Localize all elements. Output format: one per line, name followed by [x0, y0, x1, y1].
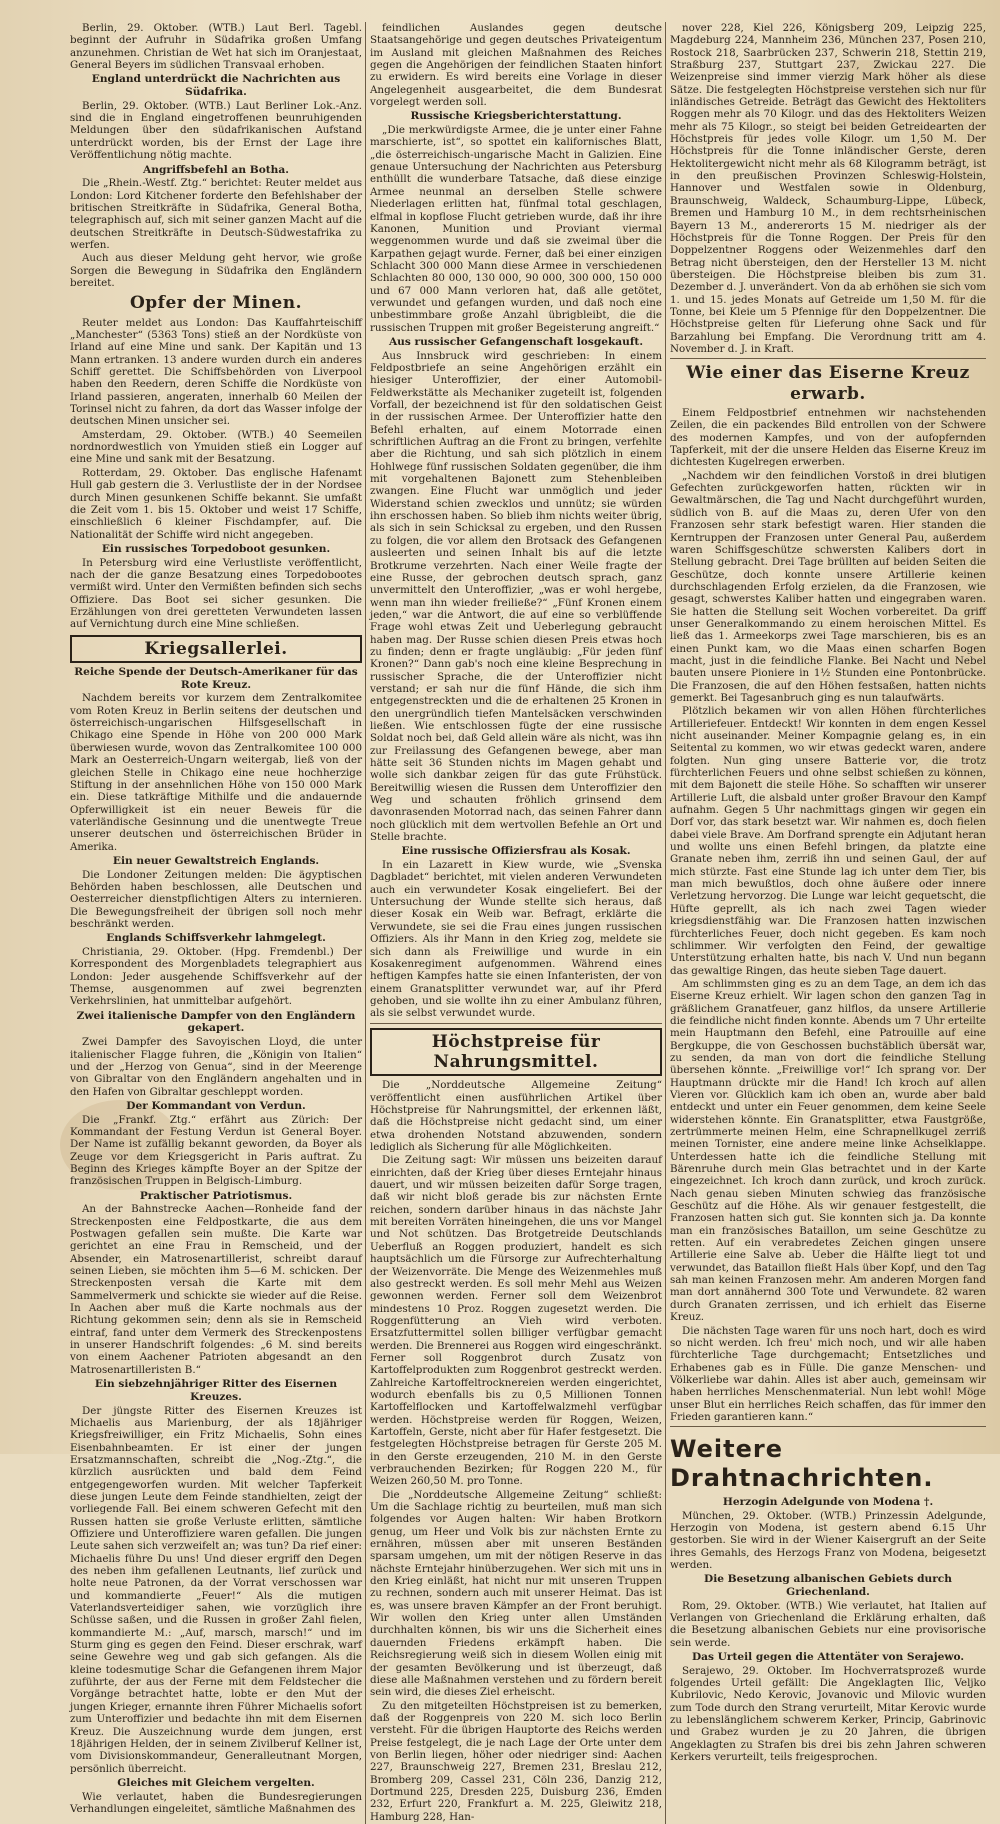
subheading: Ein siebzehnjähriger Ritter des Eisernen Kreuzes. [94, 1378, 338, 1403]
paragraph: Nachdem bereits vor kurzem dem Zentralkomitee vom Roten Kreuz in Berlin seitens der deutschen und österreichisch-ungarischen Hilfsgesellschaft in Chikago eine Spende in Höhe von 200 000 Mark überwiesen wurde, wovon das Zentralkomitee 100 000 Mark an Oesterreich-Ungarn weitergab, ließ von der gleichen Stelle in Chikago eine neue hochherzige Stiftung in der ansehnlichen Höhe von 150 000 Mark ein. Diese tatkräftige Mithilfe und die andauernde Opferwilligkeit ist ein neuer Beweis für die vaterländische Gesinnung und die unentwegte Treue unserer deutschen und österreichischen Brüder in Amerika. [70, 692, 362, 853]
paragraph: Amsterdam, 29. Oktober. (WTB.) 40 Seemeilen nordnordwestlich von Ymuiden stieß ein Logger auf eine Mine und sank mit der Besatzung. [70, 428, 362, 466]
paragraph: Serajewo, 29. Oktober. Im Hochverratsprozeß wurde folgendes Urteil gefällt: Die Angeklagten Ilic, Veljko Kubrilovic, Nedo Kerovic, Jovanovic und Milovic wurden zum Tode durch den Strang verurteilt, Mitar Kerovic wurde zu lebenslänglichem schwerem Kerker, Princip, Gabrinovic und Grabez wurden je zu 20 Jahren, die übrigen Angeklagten zu Strafen bis drei bis zehn Jahren schweren Kerkers verurteilt, teils freigesprochen. [670, 1664, 986, 1764]
subheading: Englands Schiffsverkehr lahmgelegt. [106, 932, 326, 945]
paragraph: Die Londoner Zeitungen melden: Die ägyptischen Behörden haben beschlossen, alle Deutschen und Oesterreicher dienstpflichtigen Alters zu internieren. Die Bewegungsfreiheit der übrigen soll noch mehr beschränkt werden. [70, 868, 362, 930]
divider [670, 358, 986, 359]
subheading: Angriffsbefehl an Botha. [143, 163, 289, 176]
paragraph: Berlin, 29. Oktober. (WTB.) Laut Berl. Tagebl. beginnt der Aufruhr in Südafrika großen Umfang anzunehmen. Christian de Wet hat sich im Oranjestaat, General Beyers im südlichen Transvaal erhoben. [70, 22, 362, 72]
column-3 [670, 22, 986, 1824]
subheading: Das Urteil gegen die Attentäter von Serajewo. [691, 1651, 965, 1664]
subheading: Aus russischer Gefangenschaft losgekauft. [388, 335, 644, 348]
divider [670, 1426, 986, 1427]
subheading: Reiche Spende der Deutsch-Amerikaner für das Rote Kreuz. [74, 666, 358, 691]
paragraph: Rom, 29. Oktober. (WTB.) Wie verlautet, hat Italien auf Verlangen von Griechenland die Erklärung erhalten, daß die Besetzung albanischen Gebiets nur eine provisorische sein werde. [670, 1599, 986, 1649]
subheading: Herzogin Adelgunde von Modena †. [722, 1495, 934, 1508]
paragraph: „Nachdem wir den feindlichen Vorstoß in drei blutigen Gefechten zurückgeworfen hatten, rückten wir in Gewaltmärschen, die Tag und Nacht durchgeführt wurden, südlich von B. auf die Maas zu, deren Ufer von den Franzosen sehr stark befestigt waren. Hier standen die Kerntruppen der Franzosen unter General Pau, außerdem waren Schiffsgeschütze schwersten Kalibers dort in Stellung gebracht. Drei Tage brüllten auf beiden Seiten die Geschütze, doch konnte unsere Artillerie keinen durchschlagenden Erfolg erzielen, da die Franzosen, wie gesagt, schwerstes Kaliber hatten und eingegraben waren. Sie hatten die Stellung seit Wochen vorbereitet. Da griff unser Generalkommando zu einem heroischen Mittel. Es ließ das 1. Armeekorps zwei Tage marschieren, bis es an einen Punkt kam, wo die Maas einen scharfen Bogen macht, just in die feindliche Flanke. Bei Nacht und Nebel bauten unsere Pioniere in 1½ Stunden eine Pontonbrücke. Die Franzosen, die auf den Höhen festsaßen, hatten nichts gemerkt. Bei Tagesanbruch ging es nun talaufwärts. [670, 469, 986, 704]
paragraph: An der Bahnstrecke Aachen—Ronheide fand der Streckenposten eine Feldpostkarte, die aus dem Postwagen gefallen sein mußte. Die Karte war gerichtet an eine Frau in Remscheid, und der Absender, ein Matrosenartillerist, schreibt darauf seinen Lieben, sie möchten ihm 5—6 M. schicken. Der Streckenposten versah die Karte mit dem Sammelvermerk und schickte sie wieder auf die Reise. In Aachen aber muß die Karte nochmals aus der Richtung gekommen sein; denn als sie in Remscheid eintraf, fand unter dem Vermerk des Streckenpostens in unserer Handschrift folgendes: „6 M. sind bereits von einem Aachener Patrioten abgesandt an den Matrosenartilleristen B.“ [70, 1203, 362, 1376]
paragraph: Wie verlautet, haben die Bundesregierungen Verhandlungen eingeleitet, sämtliche Maßnahmen des [70, 1790, 362, 1815]
section-title: Kriegsallerlei. [70, 635, 362, 663]
paragraph: feindlichen Auslandes gegen deutsche Staatsangehörige und gegen deutsches Privateigentum im Ausland mit gleichen Maßnahmen des Reiches gegen die Angehörigen der feindlichen Staaten hinfort zu erwidern. Es wird bereits eine Vorlage in dieser Angelegenheit ausgearbeitet, die dem Bundesrat vorgelegt werden soll. [370, 22, 662, 109]
column-1 [70, 22, 362, 1824]
subheading: Zwei italienische Dampfer von den Engländern gekapert. [76, 1009, 356, 1035]
subheading: Der Kommandant von Verdun. [126, 1099, 306, 1112]
columns [70, 22, 986, 1823]
paragraph: Aus Innsbruck wird geschrieben: In einem Feldpostbriefe an seine Angehörigen erzählt ein hiesiger Unteroffizier, der einer Automobil-Feldwerkstätte als Mechaniker zugeteilt ist, folgenden Vorfall, der bezeichnend ist für den soldatischen Geist in der russischen Armee. Der Unteroffizier hatte den Befehl erhalten, auf einem Motorrade einen schriftlichen Auftrag an die Front zu bringen, verfehlte aber die Richtung, und sah sich plötzlich in einem Hohlwege fünf russischen Soldaten gegenüber, die ihm mit vorgehaltenen Bajonett zum Stehenbleiben zwangen. Eine Flucht war unmöglich und jeder Widerstand schien zwecklos und unnütz; sie würden ihn erschossen haben. So blieb ihm nichts weiter übrig, als sich in sein Schicksal zu ergeben, und den Russen zu folgen, die vor allem den Brotsack des Gefangenen ausleerten und seinen Inhalt bis auf die letzte Brotkrume verzehrten. Nach einer Weile fragte der eine Russe, der gebrochen deutsch sprach, ganz unvermittelt den Unteroffizier, „was er wohl hergebe, wenn man ihn wieder freiließe?“ „Fünf Kronen einem jeden,“ war die Antwort, die auf eine so verblüffende Frage wohl etwas Zeit und Ueberlegung gebraucht haben mag. Der Russe schien diesen Preis etwas hoch zu finden; denn er fragte ungläubig: „Für jeden fünf Kronen?“ Dann gab's noch eine kleine Besprechung in russischer Sprache, die der Unteroffizier nicht verstand; er sah nur die fünf Hände, die sich ihm entgegenstreckten und die de erhaltenen 25 Kronen in den unergründlich tiefen Mantelsäcken verschwinden ließen. Wie entschlossen fügte der eine russische Soldat noch bei, daß Geld allein wäre als nicht, was ihn zur Freilassung des Gefangenen bewege, aber man hätte seit 36 Stunden nichts im Magen gehabt und wolle sich dankbar zeigen für das gute Frühstück. Bereitwillig wiesen die Russen dem Unteroffizier den Weg und schauten fröhlich grinsend dem davonrasenden Motorrad nach, das seinen Fahrer dann noch glücklich mit dem wertvollen Befehle an Ort und Stelle brachte. [370, 349, 662, 844]
divider [370, 1023, 662, 1024]
paragraph: Plötzlich bekamen wir von allen Höhen fürchterliches Artilleriefeuer. Entdeckt! Wir konnten in dem engen Kessel nicht auseinander. Meiner Kompagnie gelang es, in ein Seitental zu kommen, wo wir etwas gedeckt waren, andere folgten. Nun ging unsere Batterie vor, die trotz fürchterlichen Feuers und ohne selbst schießen zu können, mit dem Bajonett die steile Höhe. So schafften wir unserer Artillerie Luft, die alsbald unter großer Bravour den Kampf aufnahm. Gegen 5 Uhr nachmittags gingen wir gegen ein Dorf vor, das stark besetzt war. Wir nahmen es, doch fielen dabei viele Brave. Am Dorfrand sprengte ein Adjutant heran und wollte uns einen Befehl bringen, da platzte eine Granate neben ihm, zerriß ihn und seinen Gaul, der auf mich stürzte. Fast eine Stunde lag ich unter dem Tier, bis man mich bewußtlos, doch ohne äußere oder innere Verletzung hervorzog. Die Lunge war leicht gequetscht, die Hüfte geprellt, als ich nach zwei Tagen wieder kriegsdienstfähig war. Die Franzosen hatten inzwischen fürchterliches Feuer, doch nicht gegeben. Es kam noch schlimmer. Wir verfolgten den Feind, der gewaltige Unterstützung erhalten hatte, bis nach V. Und nun begann das gewaltige Ringen, das heute sieben Tage dauert. [670, 705, 986, 977]
subheading: Gleiches mit Gleichem vergelten. [117, 1776, 315, 1789]
section-title: Wie einer das Eiserne Kreuz erwarb. [686, 363, 970, 404]
paragraph: Berlin, 29. Oktober. (WTB.) Laut Berliner Lok.-Anz. sind die in England eingetroffenen beunruhigenden Meldungen über den südafrikanischen Aufstand unterdrückt worden, bis der Ernst der Lage ihre Veröffentlichung nötig machte. [70, 99, 362, 162]
paragraph: Rotterdam, 29. Oktober. Das englische Hafenamt Hull gab gestern die 3. Verlustliste der in der Nordsee durch Minen gesunkenen Schiffe bekannt. Sie umfaßt die Zeit vom 1. bis 15. Oktober und weist 17 Schiffe, einschließlich 6 kleiner Fischdampfer, auf. Die Nationalität der Schiffe wird nicht angegeben. [70, 466, 362, 541]
subheading: Ein russisches Torpedoboot gesunken. [101, 542, 331, 555]
paragraph: Die „Rhein.-Westf. Ztg.“ berichtet: Reuter meldet aus London: Lord Kitchener forderte den Befehlshaber der britischen Streitkräfte in Südafrika, General Botha, telegraphisch auf, sich mit seiner ganzen Macht auf die deutschen Streitkräfte in Deutsch-Südwestafrika zu werfen. [70, 177, 362, 251]
paragraph: Zwei Dampfer des Savoyischen Lloyd, die unter italienischer Flagge fuhren, die „Königin von Italien“ und der „Herzog von Genua“, sind in der Meerenge von Gibraltar von den Engländern angehalten und in den Hafen von Gibraltar geschleppt worden. [70, 1036, 362, 1098]
paragraph: In Petersburg wird eine Verlustliste veröffentlicht, nach der die ganze Besatzung eines Torpedobootes vermißt wird. Unter den Vermißten befinden sich sechs Offiziere. Das Boot sei sicher gesunken. Die Erzählungen von drei geretteten Verwundeten lassen auf Vernichtung durch eine Mine schließen. [70, 556, 362, 631]
section-title: Weitere Drahtnachrichten. [670, 1435, 934, 1493]
paragraph: Die „Norddeutsche Allgemeine Zeitung“ veröffentlicht einen ausführlichen Artikel über Höchstpreise für Nahrungsmittel, der erkennen läßt, daß die Höchstpreise nicht gedacht sind, um einer etwa drohenden Notstand abzuwenden, sondern lediglich als Sicherung für alle Möglichkeiten. [370, 1079, 662, 1154]
section-title: Höchstpreise für Nahrungsmittel. [370, 1028, 662, 1077]
paragraph: München, 29. Oktober. (WTB.) Prinzessin Adelgunde, Herzogin von Modena, ist gestern abend 6.15 Uhr gestorben. Sie wird in der Wiener Kaisergruft an der Seite ihres Gemahls, des Herzogs Franz von Modena, beigesetzt werden. [670, 1509, 986, 1571]
subheading: Die Besetzung albanischen Gebiets durch Griechenland. [704, 1573, 952, 1598]
paragraph: Am schlimmsten ging es zu an dem Tage, an dem ich das Eiserne Kreuz erhielt. Wir lagen schon den ganzen Tag in gräßlichem Granatfeuer, ganz hilflos, da unsere Artillerie die feindliche nicht finden konnte. Abends um 7 Uhr erteilte mein Hauptmann den Befehl, eine Patrouille auf eine Bergkuppe, die von Geschossen buchstäblich übersät war, zu senden, da man von dort die feindliche Stellung übersehen könnte. „Freiwillige vor!“ Ich sprang vor. Der Hauptmann drückte mir die Hand! Ich kroch auf allen Vieren vor. Glücklich kam ich oben an, wurde aber bald entdeckt und unter ein Feuer genommen, dem keine Seele widerstehen könnte. Ein Granatsplitter, etwa Faustgröße, zertrümmerte meinen Helm, eine Schrapnellkugel zerriß meinen Tornister, eine andere meine linke Achselklappe. Unterdessen hatte ich die feindliche Stellung mit Bärenruhe durch mein Glas betrachtet und in der Karte eingezeichnet. Ich kroch dann zurück, und kroch zurück. Nach genau sieben Minuten schwieg das französische Geschütz auf die Höhe. Als wir genauer festgestellt, die Franzosen hatten sich gut. Sie konnten sich ja. Da konnte man ein französisches Bataillon, um seine Geschütze zu retten. Auf ein verabredetes Zeichen gingen unsere Artillerie eine Salve ab. Ueber die Hälfte liegt tot und verwundet, das Bataillon fließt Hals über Kopf, und den Tag sah man keinen Franzosen mehr. Am anderen Morgen fand man dort annähernd 300 Tote und Verwundete. 82 waren durch Granaten zerrissen, und ich erhielt das Eiserne Kreuz. [670, 977, 986, 1324]
paragraph: Reuter meldet aus London: Das Kauffahrteischiff „Manchester“ (5363 Tons) stieß an der Nordküste von Irland auf eine Mine und sank. Der Kapitän und 13 Mann ertranken. 13 andere wurden durch ein anderes Schiff gerettet. Die Schiffsbehörden von Liverpool haben den Reedern, deren Schiffe die Nordküste von Irland passieren, angeraten, innerhalb 60 Meilen der Torinsel nicht zu fahren, da dort das Wasser infolge der deutschen Minen unsicher sei. [70, 316, 362, 428]
paragraph: „Die merkwürdigste Armee, die je unter einer Fahne marschierte, ist“, so spottet ein kalifornisches Blatt, „die österreichisch-ungarische Macht in Galizien. Eine genaue Untersuchung der Nachrichten aus Petersburg enthüllt die wunderbare Tatsache, daß diese einzige Armee neunmal an derselben Stelle schwere Niederlagen erlitten hat, fünfmal total geschlagen, elfmal in kopflose Flucht getrieben wurde, daß ihr ihre Kanonen, Munition und Proviant viermal weggenommen wurde und daß sie zweimal über die Karpathen gejagt wurde. Ferner, daß bei einer einzigen Schlacht 300 000 Mann diese Armee in verschiedenen Schlachten 80 000, 130 000, 90 000, 300 000, 150 000 und 67 000 Mann verloren hat, daß alle getötet, verwundet und gefangen wurden, und daß noch eine unbestimmbare große Anzahl übrigbleibt, die die russischen Truppen mit großer Begeisterung angreift.“ [370, 124, 662, 334]
paragraph: Die nächsten Tage waren für uns noch hart, doch es wird so nicht werden. Ich freu' mich noch, und wir alle haben fürchterliche Tage durchgemacht; Entsetzliches und Erhabenes gab es in Fülle. Die ganze Menschen- und Völkerliebe war dahin. Alles ist aber auch, gemeinsam wir haben herrliches Menschenmaterial. Nun lebt wohl! Möge unser Blut ein herrliches Reich schaffen, das für immer den Frieden garantieren kann.“ [670, 1324, 986, 1423]
paragraph: Der jüngste Ritter des Eisernen Kreuzes ist Michaelis aus Marienburg, der als 18jähriger Kriegsfreiwilliger, ein Fritz Michaelis, Sohn eines Eisenbahnbeamten. Er ist einer der jungen Ersatzmannschaften, schreibt die „Nog.-Ztg.“, die kürzlich ausrückten und bald dem Feind entgegengeworfen wurden. Mit welcher Tapferkeit diese jungen Leute dem Feinde standhielten, zeigt der vorliegende Fall. Bei einem schweren Gefecht mit den Russen hatten sie große Verluste erlitten, sämtliche Offiziere und Unteroffiziere waren gefallen. Die jungen Leute sahen sich verzweifelt an; was tun? Da rief einer: Michaelis führe Du uns! Und dieser ergriff den Degen des neben ihm gefallenen Leutnants, lief zurück und holte neue Patronen, da der Vorrat verschossen war und kommandierte „Feuer!“ Als die mutigen Vaterlandsverteidiger sahen, wie vorzüglich ihre Schüsse saßen, und die Russen in großer Zahl fielen, kommandierte M.: „Auf, marsch, marsch!“ und im Sturm ging es gegen den Feind. Dieser erschrak, warf seine Gewehre weg und gab sich gefangen. Als die kleine todesmutige Schar die Gefangenen ihrem Major zuführte, der aus der Ferne mit dem Feldstecher die Vorgänge betrachtet hatte, lobte er den Mut der jungen Krieger, ernannte ihren Führer Michaelis sofort zum Unteroffizier und bedachte ihn mit dem Eisernen Kreuz. Die Auszeichnung wurde dem jungen, erst 18jährigen Helden, der in seinem Zivilberuf Kellner ist, vom Divisionskommandeur, Generalleutnant Morgen, persönlich überreicht. [70, 1404, 362, 1775]
paragraph: Christiania, 29. Oktober. (Hpg. Fremdenbl.) Der Korrespondent des Morgenbladets telegraphiert aus London: Jeder ausgehende Schiffsverkehr auf der Themse, ausgenommen auf zwei begrenzten Verkehrslinien, hat unmittelbar aufgehört. [70, 946, 362, 1008]
subheading: Russische Kriegsberichterstattung. [410, 110, 622, 123]
subheading: Praktischer Patriotismus. [139, 1189, 293, 1202]
subheading: England unterdrückt die Nachrichten aus Südafrika. [91, 73, 341, 99]
paragraph: In ein Lazarett in Kiew wurde, wie „Svenska Dagbladet“ berichtet, mit vielen anderen Verwundeten auch ein verwundeter Kosak eingeliefert. Bei der Untersuchung der Wunde stellte sich heraus, daß dieser Kosak ein Weib war. Befragt, erklärte die Verwundete, sie sei die Frau eines jungen russischen Offiziers. Als ihr Mann in den Krieg zog, meldete sie sich dann als Freiwillige und wurde in ein Kosakenregiment aufgenommen. Während eines heftigen Kampfes hatte sie einen Infanteristen, der von einem Granatsplitter verwundet war, auf ihr Pferd gehoben, und sie wollte ihn zu einer Ambulanz führen, als sie selbst verwundet wurde. [370, 859, 662, 1020]
paragraph: Auch aus dieser Meldung geht hervor, wie große Sorgen die Bewegung in Südafrika den Engländern bereitet. [70, 252, 362, 289]
paragraph: Die Zeitung sagt: Wir müssen uns beizeiten darauf einrichten, daß der Krieg über dieses Erntejahr hinaus dauert, und wir müssen beizeiten dafür Sorge tragen, daß wir nicht bloß gerade bis zur nächsten Ernte reichen, sondern darüber hinaus in das nächste Jahr mit bereiten Vorräten hineingehen, die uns vor Mangel und Not schützen. Das Brotgetreide Deutschlands Ueberfluß an Roggen produziert, handelt es sich hauptsächlich um die Fürsorge zur Aufrechterhaltung der Weizenvorräte. Die Menge des Weizenmehles muß also gestreckt werden. Es soll mehr Mehl aus Weizen gewonnen werden. Ferner soll dem Weizenbrot mindestens 10 Proz. Roggen zugesetzt werden. Die Roggenfütterung an Vieh wird verboten. Ersatzfuttermittel sollen billiger verfügbar gemacht werden. Die Brennerei aus Roggen wird eingeschränkt. Ferner soll Roggenbrot durch Zusatz von Kartoffelprodukten zum Roggenbrot gestreckt werden. Zahlreiche Kartoffeltrocknereien werden eingerichtet, wodurch ebenfalls bis zu 0,5 Millionen Tonnen Kartoffelflocken und Kartoffelwalzmehl verfügbar werden. Höchstpreise werden für Roggen, Weizen, Kartoffeln, Gerste, nicht aber für Hafer festgesetzt. Die festgelegten Höchstpreise betragen für Gerste 205 M. in den Gerste erzeugenden, 210 M. in den Gerste verbrauchenden Bezirken; für Roggen 220 M., für Weizen 260,50 M. pro Tonne. [370, 1154, 662, 1488]
paragraph: Die „Frankf. Ztg.“ erfährt aus Zürich: Der Kommandant der Festung Verdun ist General Boyer. Der Name ist zufällig bekannt geworden, da Boyer als Zeuge vor dem Kriegsgericht in Paris auftrat. Zu Beginn des Krieges kämpfte Boyer an der Spitze der französischen Truppen in Belgisch-Limburg. [70, 1113, 362, 1188]
subheading: Ein neuer Gewaltstreich Englands. [112, 854, 320, 867]
paragraph: nover 228, Kiel 226, Königsberg 209, Leipzig 225, Magdeburg 224, Mannheim 236, München 237, Posen 210, Rostock 218, Saarbrücken 237, Schwerin 218, Stettin 219, Straßburg 237, Stuttgart 237, Zwickau 227. Die Weizenpreise sind immer vierzig Mark höher als diese Sätze. Die festgelegten Höchstpreise verstehen sich nur für inländisches Getreide. Beträgt das Gewicht des Hektoliters Roggen mehr als 70 Kilogr. und das des Hektoliters Weizen mehr als 75 Kilogr., so steigt bei beiden Getreidearten der Höchstpreis für jedes volle Kilogr. um 1,50 M. Der Höchstpreis für die Tonne inländischer Gerste, deren Hektolitergewicht nicht mehr als 68 Kilogramm beträgt, ist in den preußischen Provinzen Schleswig-Holstein, Hannover und Westfalen sowie in Oldenburg, Braunschweig, Waldeck, Schaumburg-Lippe, Lübeck, Bremen und Hamburg 10 M., in dem rechtsrheinischen Bayern 13 M., andererorts 15 M. niedriger als der Höchstpreis für die Tonne Roggen. Der Preis für den Doppelzentner Roggens oder Weizenmehles darf den Betrag nicht übersteigen, den der Hersteller 13 M. nicht übersteigen. Die Höchstpreise bleiben bis zum 31. Dezember d. J. unverändert. Von da ab erhöhen sie sich vom 1. und 15. jedes Monats auf Getreide um 1,50 M. für die Tonne, bei Kleie um 5 Pfennige für den Doppelzentner. Die Höchstpreise gelten für Lieferung ohne Sack und für Barzahlung bei Empfang. Die Verordnung tritt am 4. November d. J. in Kraft. [670, 22, 986, 355]
paragraph: Die „Norddeutsche Allgemeine Zeitung“ schließt: Um die Sachlage richtig zu beurteilen, muß man sich folgendes vor Augen halten: Wir haben Brotkorn genug, um Heer und Volk bis zur nächsten Ernte zu ernähren, müssen aber mit unseren Beständen sparsam umgehen, um mit der nötigen Reserve in das nächste Erntejahr hinüberzugehen. Wer sich mit uns in den Krieg einläßt, hat nicht nur mit unseren Truppen zu rechnen, sondern auch mit unserer Heimat. Das ist es, was unsere braven Kämpfer an der Front beruhigt. Wir wollen den Krieg unter allen Umständen durchhalten können, bis wir uns die Sicherheit eines dauernden Friedens erkämpft haben. Die Reichsregierung weiß sich in diesem Wollen einig mit der gesamten Bevölkerung und ist überzeugt, daß diese alle Maßnahmen verstehen und zu fördern bereit sein wird, die dieses Ziel erheischt. [370, 1488, 662, 1699]
paragraph: Zu den mitgeteilten Höchstpreisen ist zu bemerken, daß der Roggenpreis von 220 M. sich loco Berlin versteht. Für die übrigen Hauptorte des Reichs werden Preise festgelegt, die je nach Lage der Orte unter dem von Berlin liegen, höher oder niedriger sind: Aachen 227, Braunschweig 227, Bremen 231, Breslau 212, Bromberg 209, Cassel 231, Cöln 236, Danzig 212, Dortmund 225, Dresden 225, Duisburg 236, Emden 232, Erfurt 220, Frankfurt a. M. 225, Gleiwitz 218, Hamburg 228, Han- [370, 1699, 662, 1823]
column-2 [370, 22, 662, 1824]
paragraph: Einem Feldpostbrief entnehmen wir nachstehenden Zeilen, die ein packendes Bild entrollen von der Schwere des modernen Kampfes, und von der aufopfernden Tapferkeit, mit der die unsere Helden das Eiserne Kreuz im dichtesten Kugelregen erwerben. [670, 407, 986, 469]
subheading: Eine russische Offiziersfrau als Kosak. [401, 845, 631, 858]
section-title: Opfer der Minen. [129, 293, 302, 314]
